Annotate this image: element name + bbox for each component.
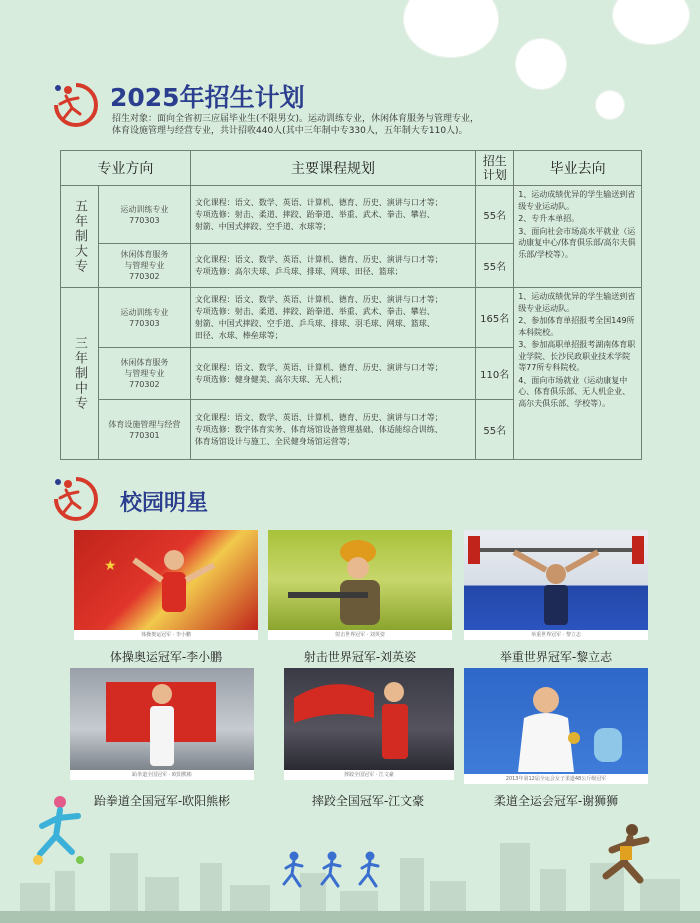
section-title-stars: 校园明星: [120, 491, 209, 516]
table-row: [61, 186, 642, 244]
athlete-figure-icon: [464, 530, 648, 630]
major-code: 770302: [129, 272, 160, 281]
destination-item: 1、运动成绩优异的学生输送到省级专业运动队。: [518, 190, 636, 211]
star-photo: [74, 530, 258, 640]
intro-line: 体育设施管理与经营专业，共计招收440人(其中三年制中专330人，五年制大专110人)。: [112, 126, 468, 136]
enrollment-table: [60, 150, 642, 460]
major-code: 770303: [129, 318, 160, 328]
intro-line: 招生对象：面向全省初三应届毕业生(不限男女)。运动训练专业，休闲体育服务与管理专业，: [112, 114, 480, 124]
table-header-row: [61, 151, 642, 186]
destination-item: 4、面向市场就业（运动康复中心、体育俱乐部、无人机企业、高尔夫俱乐部、学校等）。: [518, 375, 631, 408]
header-quota: [476, 151, 514, 186]
destination-item: 3、参加高职单招报考湖南体育职业学院、长沙民政职业技术学院等77所专科院校。: [518, 340, 636, 372]
course-line: 射箭、中国式摔跤、空手道、乒乓球、排球、羽毛球、网球、篮球、: [194, 318, 435, 328]
enrollment-intro: [112, 113, 672, 137]
quota-cell: 110名: [476, 348, 514, 400]
decor-bubble: [612, 0, 690, 45]
major-name: 休闲体育服务: [120, 358, 169, 367]
decor-bubble: [515, 38, 567, 90]
major-code: 770303: [129, 215, 160, 225]
destination-item: 2、专升本单招。: [518, 214, 580, 223]
header-quota-line: 计划: [482, 168, 507, 182]
star-photo: [464, 530, 648, 640]
major-code: 770302: [129, 380, 160, 389]
athlete-figure-icon: [284, 668, 454, 770]
course-line: 专项选修：高尔夫球、乒乓球、排球、网球、田径、篮球；: [194, 266, 403, 276]
decor-bubble: [403, 0, 499, 58]
star-name: 举重世界冠军-黎立志: [499, 650, 613, 664]
course-line: 文化课程：语文、数学、英语、计算机、德育、历史、演讲与口才等；: [194, 412, 443, 422]
course-line: 文化课程：语文、数学、英语、计算机、德育、历史、演讲与口才等；: [194, 294, 443, 304]
group-label-five-year: 五年制大专: [61, 186, 99, 288]
destination-cell: [514, 288, 642, 460]
photo-image: [464, 668, 648, 774]
quota-cell: 165名: [476, 288, 514, 348]
photo-caption: 体操奥运冠军 · 李小鹏: [141, 632, 191, 638]
header-major: 专业方向: [61, 151, 191, 186]
major-name: 与管理专业: [124, 261, 165, 270]
photo-image: [74, 530, 258, 630]
course-line: 体育场馆设计与施工、全民健身场馆运营等；: [194, 436, 355, 446]
splash-runner-icon: [20, 790, 100, 880]
header-course: 主要课程规划: [190, 151, 475, 186]
course-cell: [190, 348, 475, 400]
header-destination: 毕业去向: [514, 151, 642, 186]
header-quota-line: 招生: [482, 154, 507, 168]
athlete-figure-icon: [74, 530, 258, 630]
major-name: 休闲体育服务: [120, 250, 169, 259]
destination-item: 1、运动成绩优异的学生输送到省级专业运动队。: [518, 292, 636, 313]
athlete-figure-icon: [268, 530, 452, 630]
course-line: 文化课程：语文、数学、英语、计算机、德育、历史、演讲与口才等；: [194, 362, 443, 372]
major-cell: [98, 400, 190, 460]
star-name: 跆拳道全国冠军-欧阳熊彬: [93, 794, 231, 808]
course-line: 专项选修：射击、柔道、摔跤、跆拳道、举重、武术、拳击、攀岩、: [194, 209, 435, 219]
quota-cell: 55名: [476, 186, 514, 244]
sprinter-icon: [592, 820, 662, 900]
star-name: 摔跤全国冠军-江文豪: [311, 794, 425, 808]
table-row: [61, 288, 642, 348]
course-line: 专项选修：数字体育实务、体育场馆设备管理基础、体适能综合训练、: [194, 424, 443, 434]
course-cell: [190, 186, 475, 244]
photo-caption: 跆拳道全国冠军 · 欧阳熊彬: [132, 772, 192, 778]
page-title: 2025年招生计划: [110, 83, 305, 112]
destination-cell: [514, 186, 642, 288]
star-name: 射击世界冠军-刘英姿: [303, 650, 417, 664]
runner-logo-icon: [46, 472, 100, 526]
photo-caption: 射击世界冠军 · 刘英姿: [335, 632, 385, 638]
course-line: 文化课程：语文、数学、英语、计算机、德育、历史、演讲与口才等；: [194, 254, 443, 264]
star-name: 体操奥运冠军-李小鹏: [109, 650, 223, 664]
major-cell: [98, 348, 190, 400]
major-cell: [98, 244, 190, 288]
group-label-three-year: 三年制中专: [61, 288, 99, 460]
runner-logo-icon: [46, 78, 100, 132]
course-line: 田径、水球、棒垒球等；: [194, 330, 283, 340]
major-name: 运动训练专业: [120, 204, 169, 214]
quota-cell: 55名: [476, 400, 514, 460]
major-cell: [98, 288, 190, 348]
runner-figures-icon: [280, 850, 390, 896]
photo-image: [268, 530, 452, 630]
photo-caption: 摔跤全国冠军 · 江文豪: [344, 772, 394, 778]
photo-image: [70, 668, 254, 770]
course-line: 专项选修：健身健美、高尔夫球、无人机；: [194, 374, 347, 384]
photo-image: [284, 668, 454, 770]
destination-item: 2、参加体育单招报考全国149所本科院校。: [518, 316, 635, 337]
course-line: 射箭、中国式摔跤、空手道、水球等；: [194, 221, 331, 231]
major-name: 体育设施管理与经营: [108, 419, 181, 429]
star-name: 柔道全运会冠军-谢狮狮: [493, 794, 619, 808]
svg-text:★: ★: [104, 558, 117, 574]
course-cell: [190, 400, 475, 460]
destination-item: 3、面向社会市场高水平就业（运动康复中心/体育俱乐部/高尔夫俱乐部/学校等）。: [518, 226, 636, 259]
major-name: 与管理专业: [124, 369, 165, 378]
course-cell: [190, 288, 475, 348]
major-code: 770301: [129, 430, 160, 440]
course-line: 专项选修：射击、柔道、摔跤、跆拳道、举重、武术、拳击、攀岩、: [194, 306, 435, 316]
star-photo: [464, 668, 648, 784]
photo-caption: 举重世界冠军 · 黎立志: [531, 632, 581, 638]
athlete-figure-icon: [464, 668, 648, 774]
photo-image: [464, 530, 648, 630]
athlete-figure-icon: [70, 668, 254, 770]
course-line: 文化课程：语文、数学、英语、计算机、德育、历史、演讲与口才等；: [194, 197, 443, 207]
major-cell: [98, 186, 190, 244]
major-name: 运动训练专业: [120, 307, 169, 317]
star-photo: [284, 668, 454, 780]
quota-cell: 55名: [476, 244, 514, 288]
star-photo: [268, 530, 452, 640]
photo-caption: 2013年第12届全运会女子柔道48公斤级冠军: [505, 776, 607, 782]
course-cell: [190, 244, 475, 288]
star-photo: [70, 668, 254, 780]
